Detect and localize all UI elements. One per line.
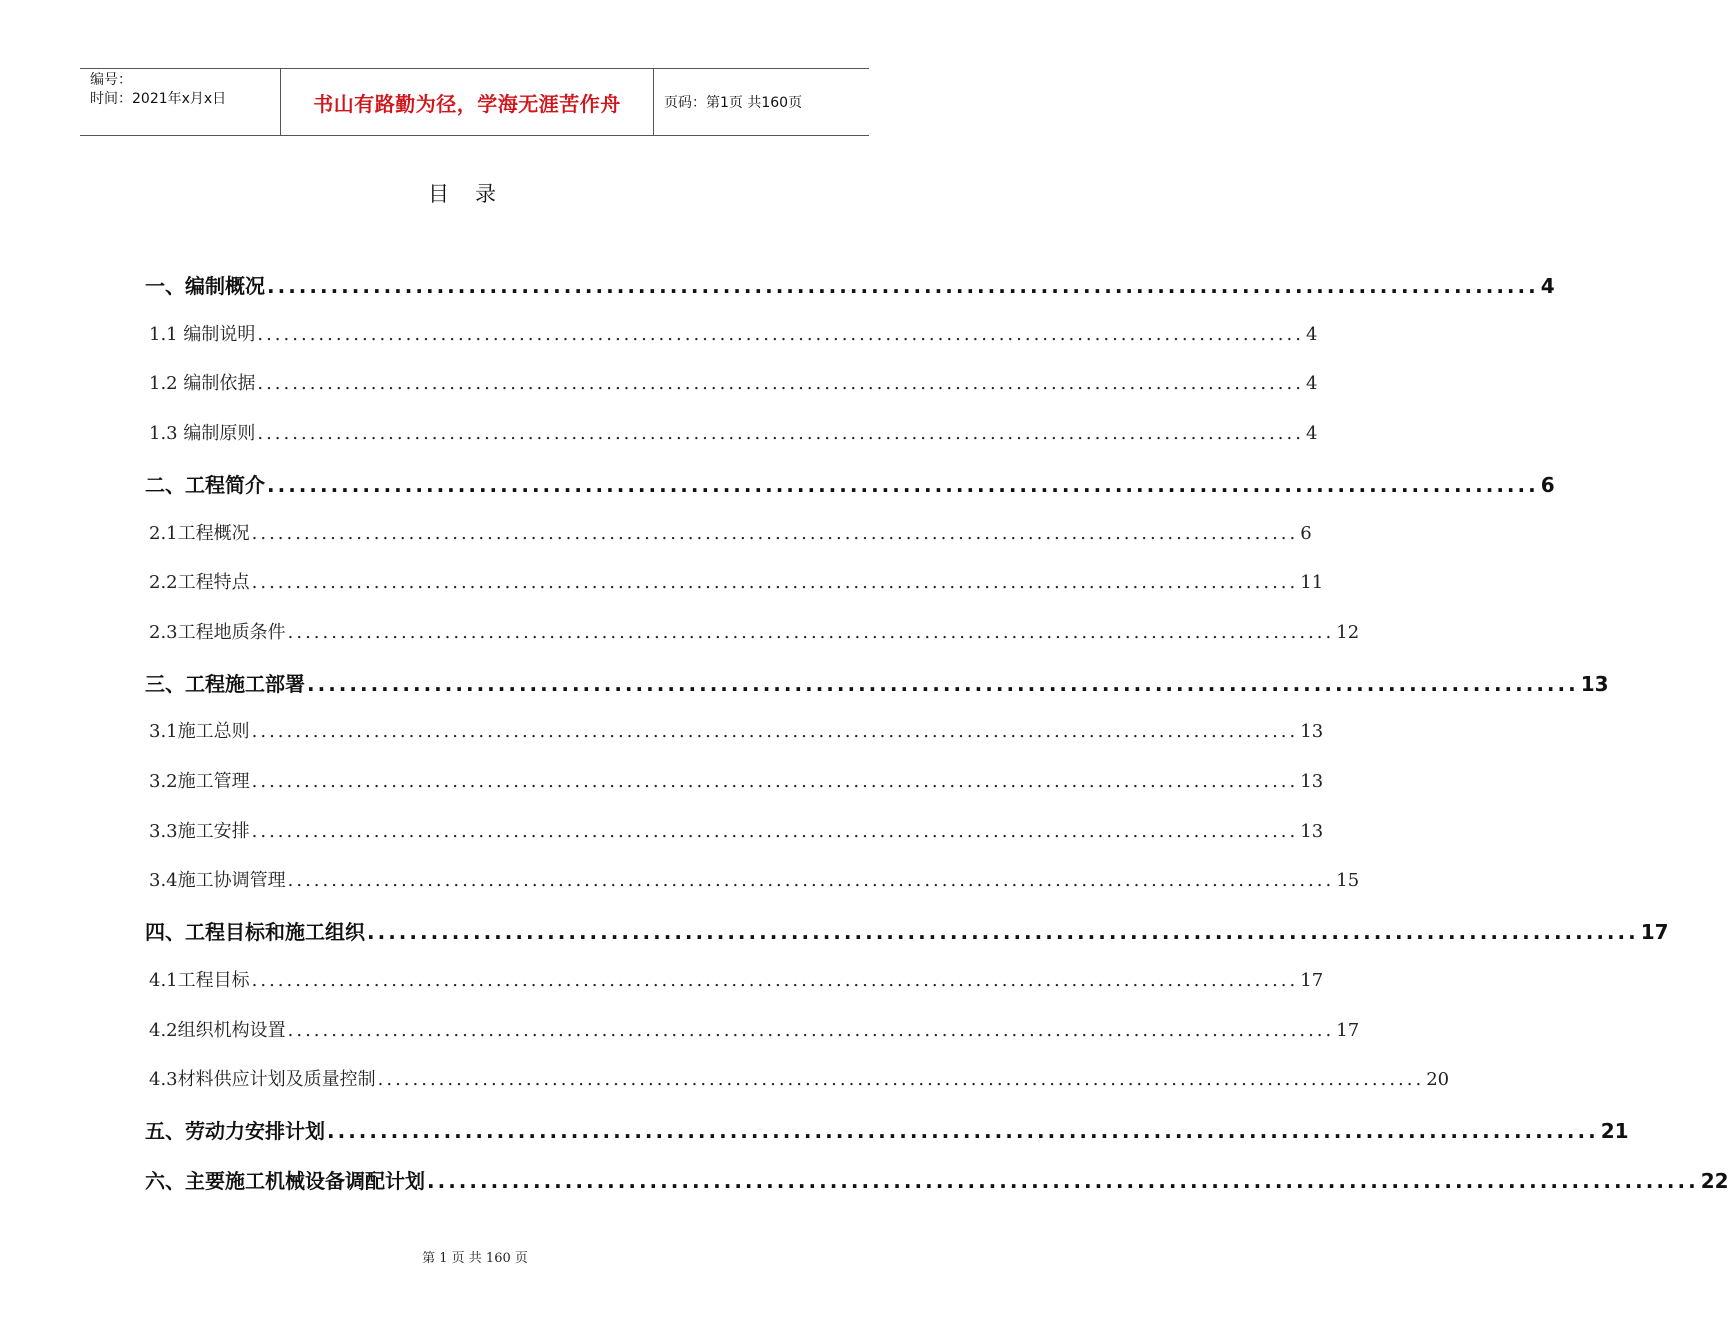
toc-entry-page: 13 [1300, 721, 1324, 743]
page-footer: 第 1 页 共 160 页 [422, 1251, 528, 1266]
toc-entry[interactable] [149, 817, 1324, 843]
toc-leader-dots: ........................................................................................................................ [287, 621, 1335, 643]
toc-entry[interactable] [149, 1065, 1450, 1091]
toc-entry[interactable] [149, 866, 1360, 892]
toc-entry[interactable] [149, 320, 1318, 346]
toc-entry-page: 6 [1300, 522, 1312, 544]
toc-entry[interactable] [145, 916, 1669, 945]
toc-entry-label: 2.3工程地质条件 [149, 621, 286, 643]
toc-entry[interactable] [149, 568, 1324, 594]
toc-entry[interactable] [149, 369, 1318, 395]
toc-entry-label: 4.1工程目标 [149, 969, 250, 991]
toc-entry-label: 1.1 编制说明 [149, 323, 256, 345]
toc-entry-page: 17 [1640, 920, 1669, 945]
toc-entry-page: 20 [1426, 1069, 1450, 1091]
toc-entry[interactable] [145, 668, 1609, 697]
toc-leader-dots: ........................................................................................................................ [251, 572, 1299, 594]
toc-entry-label: 4.2组织机构设置 [149, 1019, 286, 1041]
toc-entry-label: 1.3 编制原则 [149, 423, 256, 445]
toc-entry[interactable] [145, 270, 1555, 299]
toc-entry-label: 1.2 编制依据 [149, 373, 256, 395]
toc-leader-dots: ........................................................................................................................ [251, 820, 1299, 842]
toc-leader-dots: ........................................................................................................................ [251, 522, 1299, 544]
toc-entry[interactable] [145, 1165, 1729, 1194]
toc-entry-label: 五、劳动力安排计划 [145, 1118, 325, 1143]
toc-leader-dots: ........................................................................................................................ [257, 323, 1304, 345]
toc-entry[interactable] [149, 519, 1312, 545]
document-time: 时间：2021年x月x日 [90, 91, 227, 107]
toc-entry-page: 4 [1305, 373, 1318, 395]
toc-entry-page: 17 [1336, 1019, 1360, 1041]
toc-entry-label: 3.2施工管理 [149, 771, 250, 792]
toc-entry-label: 3.4施工协调管理 [149, 870, 286, 892]
toc-entry[interactable] [145, 1115, 1629, 1144]
toc-leader-dots: ........................................................................................................................ [251, 771, 1299, 792]
toc-entry-label: 四、工程目标和施工组织 [145, 920, 365, 945]
toc-leader-dots: ........................................................................................................................ [251, 721, 1299, 743]
toc-entry[interactable] [149, 618, 1360, 644]
toc-leader-dots: ........................................................................................................................ [377, 1069, 1425, 1091]
toc-entry[interactable] [149, 767, 1324, 793]
toc-entry-page: 4 [1305, 423, 1318, 445]
toc-entry[interactable] [149, 966, 1324, 992]
toc-entry-label: 2.1工程概况 [149, 522, 250, 544]
toc-entry-page: 13 [1300, 820, 1324, 842]
toc-entry-page: 11 [1300, 572, 1324, 594]
toc-entry-label: 3.3施工安排 [149, 820, 250, 842]
toc-entry[interactable] [149, 1016, 1360, 1042]
toc-entry-page: 22 [1700, 1168, 1729, 1193]
toc-entry[interactable] [145, 469, 1555, 498]
toc-entry-page: 21 [1600, 1118, 1629, 1143]
toc-entry-page: 17 [1300, 969, 1324, 991]
toc-entry-page: 12 [1336, 621, 1360, 643]
toc-entry[interactable] [149, 717, 1324, 743]
toc-leader-dots: ........................................................................................................................ [287, 870, 1335, 892]
header-meta [80, 69, 281, 135]
toc-leader-dots: ........................................................................................................................ [367, 920, 1639, 945]
toc-entry-page: 15 [1336, 870, 1360, 892]
toc-entry[interactable] [149, 419, 1318, 445]
toc-leader-dots: ........................................................................................................................ [257, 373, 1304, 395]
toc-entry-page: 13 [1300, 771, 1324, 792]
toc-leader-dots: ........................................................................................................................ [307, 671, 1579, 696]
toc-leader-dots: ........................................................................................................................ [251, 969, 1299, 991]
page-title: 目录 [428, 182, 522, 206]
toc-entry-label: 二、工程简介 [145, 472, 265, 497]
toc-leader-dots: ........................................................................................................................ [287, 1019, 1335, 1041]
toc-leader-dots: ........................................................................................................................ [267, 274, 1539, 298]
toc-entry-label: 3.1施工总则 [149, 721, 250, 743]
toc-entry-label: 六、主要施工机械设备调配计划 [145, 1168, 425, 1193]
document-number: 编号： [90, 72, 132, 88]
toc-entry-label: 2.2工程特点 [149, 572, 250, 594]
toc-leader-dots: ........................................................................................................................ [427, 1168, 1699, 1193]
header-motto: 书山有路勤为径，学海无涯苦作舟 [281, 69, 654, 135]
toc-entry-label: 4.3材料供应计划及质量控制 [149, 1069, 376, 1091]
toc-leader-dots: ........................................................................................................................ [257, 423, 1304, 445]
toc-entry-page: 13 [1580, 671, 1609, 696]
toc-leader-dots: ........................................................................................................................ [327, 1118, 1599, 1143]
toc-entry-label: 一、编制概况 [145, 274, 265, 298]
toc-entry-label: 三、工程施工部署 [145, 671, 305, 696]
toc-leader-dots: ........................................................................................................................ [267, 472, 1539, 497]
page-header [80, 68, 869, 136]
header-page-info: 页码：第1页 共160页 [664, 95, 803, 111]
toc-entry-page: 6 [1540, 472, 1555, 497]
toc-entry-page: 4 [1305, 323, 1318, 345]
toc-entry-page: 4 [1540, 274, 1555, 298]
